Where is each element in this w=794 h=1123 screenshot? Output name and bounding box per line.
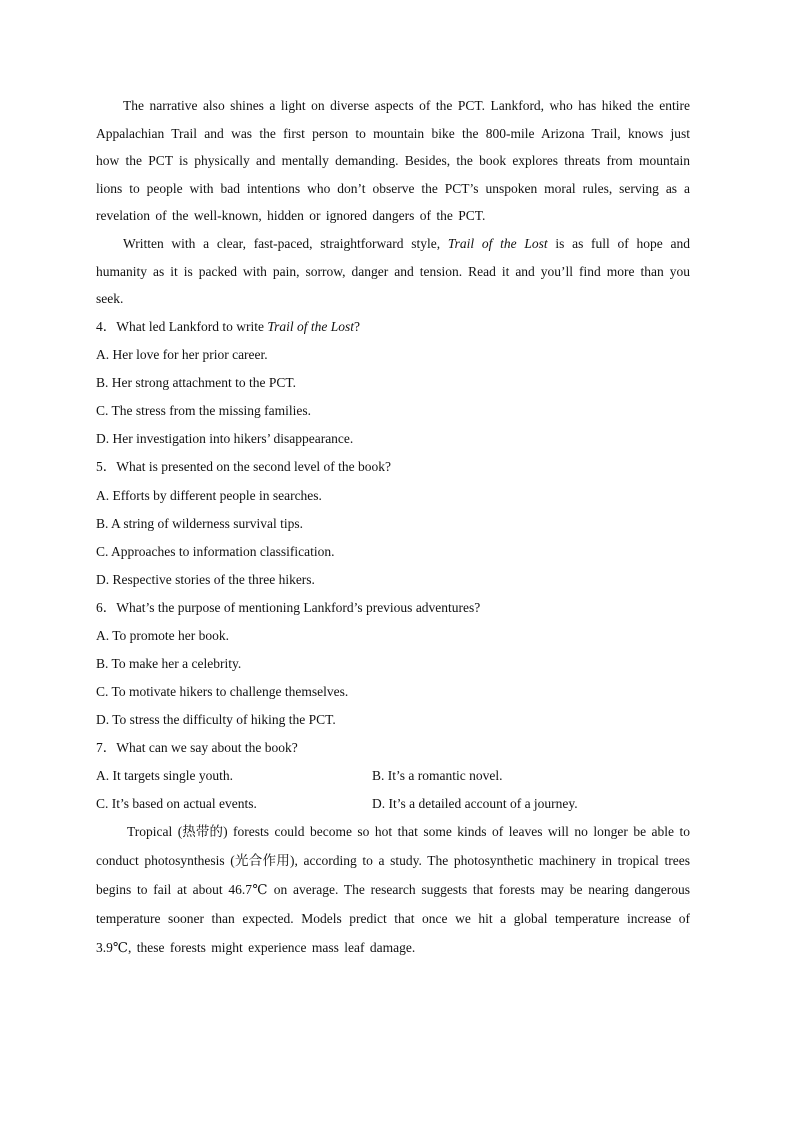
paragraph-text: is as full of hope and humanity as it is packed with pain, sorrow, danger and tension. Read it and you’ll find more than you seek.: [96, 235, 690, 307]
option-5d: D. Respective stories of the three hikers.: [96, 571, 315, 587]
question-7: 7．What can we say about the book?: [96, 739, 298, 755]
option-7d: D. It’s a detailed account of a journey.: [372, 796, 578, 812]
option-5c: C. Approaches to information classification.: [96, 543, 335, 559]
question-4: [96, 313, 690, 341]
option-4c: C. The stress from the missing families.: [96, 403, 311, 419]
option-6b: B. To make her a celebrity.: [96, 655, 242, 671]
option-7b: B. It’s a romantic novel.: [372, 768, 503, 784]
option-6c: C. To motivate hikers to challenge themselves.: [96, 683, 349, 699]
paragraph-writing-style: [96, 230, 690, 313]
option-4a: A. Her love for her prior career.: [96, 347, 268, 363]
document-page: [96, 92, 690, 962]
question-text: 4．What led Lankford to write: [96, 318, 268, 334]
question-6: 6．What’s the purpose of mentioning Lankford’s previous adventures?: [96, 599, 481, 615]
paragraph-pct-aspects: The narrative also shines a light on diverse aspects of the PCT. Lankford, who has hiked the entire Appalachian Trail and was the first person to mountain bike the 800-mile Arizona Trail, knows just how the PCT is physically and mentally demanding. Besides, the book explores threats from mountain lions to people with bad intentions who don’t observe the PCT’s unspoken moral rules, serving as a revelation of the well-known, hidden or ignored dangers of the PCT.: [96, 98, 690, 224]
options-row-7ab: [96, 762, 690, 790]
paragraph-tropical-forests: Tropical (热带的) forests could become so hot that some kinds of leaves will no longer be able to conduct photosynthesis (光合作用), according to a study. The photosynthetic machinery in tropical trees begins to fail at about 46.7℃ on average. The research suggests that forests may be nearing dangerous temperature sooner than expected. Models predict that once we hit a global temperature increase of 3.9℃, these forests might experience mass leaf damage.: [96, 824, 690, 955]
book-title: Trail of the Lost: [267, 318, 354, 334]
book-title: Trail of the Lost: [447, 235, 548, 251]
option-6a: A. To promote her book.: [96, 627, 230, 643]
question-5: 5．What is presented on the second level of the book?: [96, 459, 392, 475]
option-4b: B. Her strong attachment to the PCT.: [96, 375, 296, 391]
options-row-7cd: [96, 790, 690, 818]
option-4d: D. Her investigation into hikers’ disappearance.: [96, 431, 354, 447]
option-5a: A. Efforts by different people in searches.: [96, 487, 322, 503]
option-7a: A. It targets single youth.: [96, 768, 233, 784]
option-5b: B. A string of wilderness survival tips.: [96, 515, 303, 531]
option-7c: C. It’s based on actual events.: [96, 796, 257, 812]
option-6d: D. To stress the difficulty of hiking the PCT.: [96, 711, 336, 727]
question-text: ?: [353, 318, 360, 334]
paragraph-text: Written with a clear, fast-paced, straightforward style,: [123, 235, 448, 251]
